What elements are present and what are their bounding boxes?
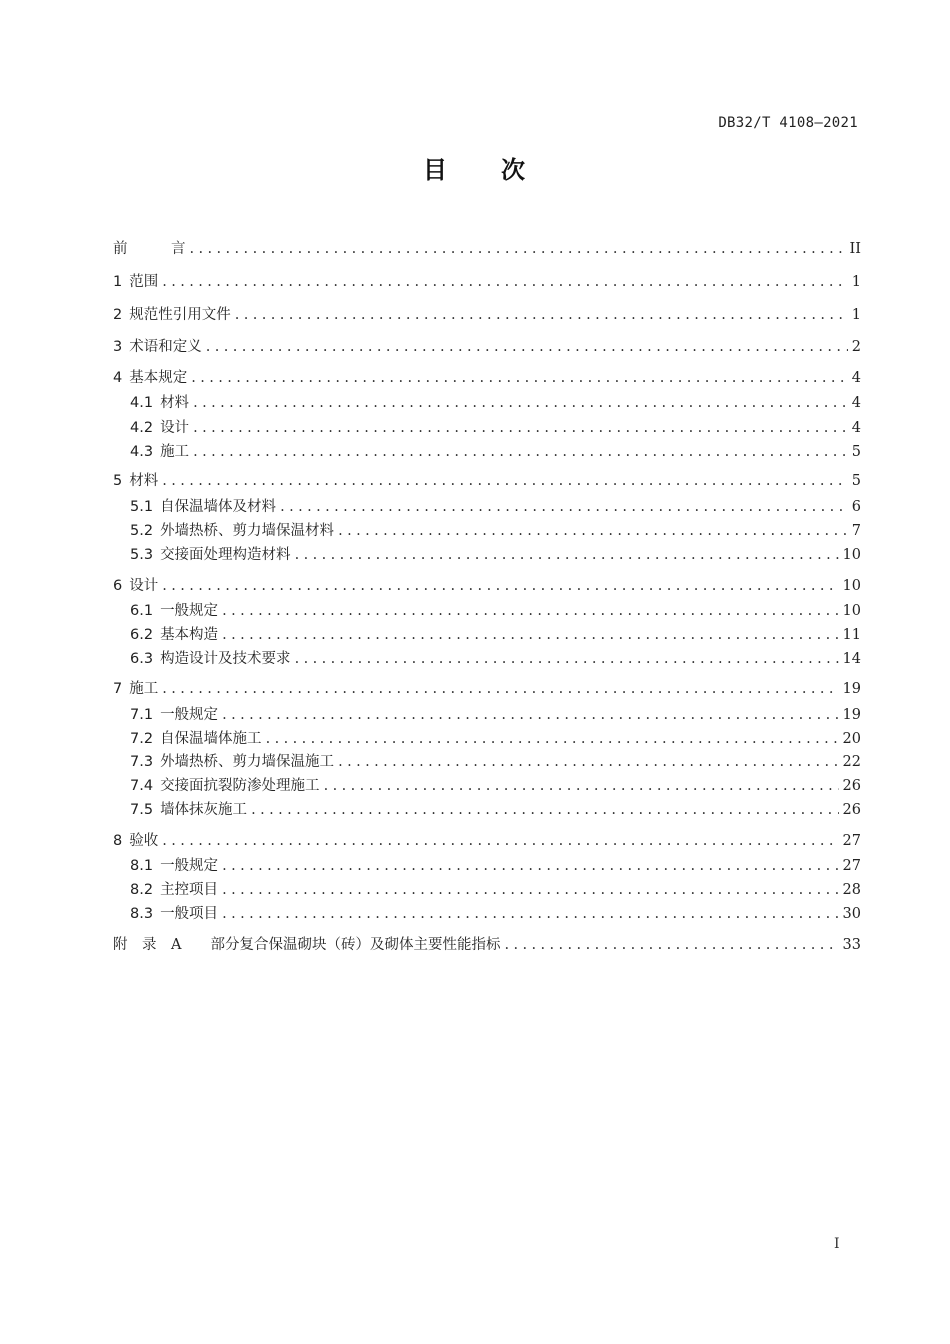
toc-entry-label (113, 575, 158, 597)
toc-entry-number: 7.4 (130, 778, 154, 794)
toc-entry-text: 施工 (129, 681, 159, 697)
toc-entry[interactable] (113, 830, 861, 852)
toc-entry-text: 附 录 A 部分复合保温砌块（砖）及砌体主要性能指标 (113, 937, 501, 953)
toc-entry[interactable] (113, 678, 861, 700)
toc-entry-text: 范围 (129, 274, 159, 290)
toc-entry-text: 一般项目 (160, 906, 219, 922)
toc-entry-number: 5.2 (130, 523, 154, 539)
toc-entry-number: 4.1 (130, 395, 154, 411)
toc-leader-dots (222, 704, 838, 726)
toc-entry-number: 7.5 (130, 802, 154, 818)
toc-leader-dots (193, 441, 848, 463)
toc-entry[interactable] (113, 417, 861, 439)
toc-entry[interactable] (113, 728, 861, 750)
toc-entry-label (113, 271, 158, 293)
toc-entry-text: 一般规定 (160, 707, 219, 723)
toc-leader-dots (193, 392, 848, 414)
toc-entry-number: 4.3 (130, 444, 154, 460)
toc-entry-label (113, 855, 218, 877)
toc-entry-number: 7.2 (130, 731, 154, 747)
toc-entry-page: 22 (842, 754, 861, 770)
toc-leader-dots (222, 624, 838, 646)
toc-entry[interactable] (113, 392, 861, 414)
toc-entry-text: 一般规定 (160, 603, 219, 619)
toc-entry-label (113, 417, 189, 439)
toc-entry-page: 5 (851, 444, 861, 460)
toc-entry-label (113, 520, 334, 542)
toc-entry-text: 基本构造 (160, 627, 219, 643)
toc-entry[interactable] (113, 903, 861, 925)
toc-entry-page: 5 (851, 473, 861, 489)
toc-entry-text: 设计 (160, 420, 190, 436)
toc-entry-page: 1 (851, 307, 861, 323)
toc-entry-page: 4 (851, 395, 861, 411)
toc-leader-dots (338, 520, 848, 542)
toc-entry-label (113, 367, 187, 389)
toc-entry[interactable] (113, 648, 861, 670)
toc-entry[interactable] (113, 367, 861, 389)
toc-entry-label (113, 238, 186, 260)
toc-entry-label (113, 751, 334, 773)
toc-entry-text: 施工 (160, 444, 190, 460)
toc-entry[interactable] (113, 441, 861, 463)
toc-entry-label (113, 830, 158, 852)
toc-entry-text: 墙体抹灰施工 (160, 802, 248, 818)
document-code: DB32/T 4108—2021 (718, 115, 858, 131)
toc-entry-text: 术语和定义 (129, 339, 202, 355)
toc-entry-number: 7 (113, 681, 123, 697)
toc-leader-dots (324, 775, 839, 797)
toc-entry-page: 27 (842, 833, 861, 849)
toc-entry-text: 验收 (129, 833, 159, 849)
page-number: I (834, 1236, 840, 1252)
toc-entry-number: 7.1 (130, 707, 154, 723)
toc-entry-number: 8.1 (130, 858, 154, 874)
toc-entry-number: 6 (113, 578, 123, 594)
toc-entry-page: 4 (851, 420, 861, 436)
toc-entry-label (113, 392, 189, 414)
toc-entry-page: 19 (842, 681, 861, 697)
toc-leader-dots (235, 304, 848, 326)
toc-entry-label (113, 470, 158, 492)
toc-entry-number: 8 (113, 833, 123, 849)
toc-entry-number: 5.3 (130, 547, 154, 563)
toc-entry-number: 5.1 (130, 499, 154, 515)
toc-entry[interactable] (113, 304, 861, 326)
toc-entry[interactable] (113, 470, 861, 492)
toc-leader-dots (162, 678, 838, 700)
toc-entry[interactable] (113, 799, 861, 821)
toc-entry-label (113, 336, 202, 358)
toc-entry-label (113, 934, 500, 956)
toc-entry-label (113, 775, 320, 797)
toc-leader-dots (193, 417, 848, 439)
toc-entry[interactable] (113, 751, 861, 773)
toc-entry-text: 前 言 (113, 241, 186, 257)
toc-entry-page: 6 (851, 499, 861, 515)
toc-entry-label (113, 496, 276, 518)
toc-entry-page: 10 (842, 547, 861, 563)
toc-entry-text: 自保温墙体施工 (160, 731, 262, 747)
toc-entry-text: 外墙热桥、剪力墙保温材料 (160, 523, 335, 539)
toc-entry-page: 20 (842, 731, 861, 747)
toc-entry-page: 26 (842, 778, 861, 794)
toc-entry-text: 交接面处理构造材料 (160, 547, 291, 563)
toc-entry-text: 设计 (129, 578, 159, 594)
toc-entry-number: 8.2 (130, 882, 154, 898)
toc-leader-dots (190, 238, 846, 260)
toc-leader-dots (295, 648, 839, 670)
toc-leader-dots (162, 830, 838, 852)
toc-entry-text: 自保温墙体及材料 (160, 499, 277, 515)
toc-entry-number: 8.3 (130, 906, 154, 922)
toc-entry-label (113, 678, 158, 700)
toc-entry-page: II (849, 241, 861, 257)
toc-leader-dots (162, 271, 848, 293)
toc-entry-label (113, 879, 218, 901)
toc-entry-text: 规范性引用文件 (129, 307, 231, 323)
toc-entry-number: 6.2 (130, 627, 154, 643)
toc-entry-page: 4 (851, 370, 861, 386)
toc-entry-number: 3 (113, 339, 123, 355)
toc-title: 目 次 (423, 156, 527, 184)
toc-entry[interactable] (113, 496, 861, 518)
toc-entry[interactable] (113, 575, 861, 597)
toc-leader-dots (222, 600, 838, 622)
toc-entry[interactable] (113, 336, 861, 358)
toc-entry[interactable] (113, 775, 861, 797)
toc-entry[interactable] (113, 624, 861, 646)
toc-entry-page: 27 (842, 858, 861, 874)
toc-entry-text: 基本规定 (129, 370, 188, 386)
toc-leader-dots (222, 903, 838, 925)
toc-entry-number: 6.3 (130, 651, 154, 667)
toc-entry-text: 一般规定 (160, 858, 219, 874)
toc-leader-dots (295, 544, 839, 566)
toc-leader-dots (206, 336, 848, 358)
toc-entry-number: 1 (113, 274, 123, 290)
toc-entry-page: 1 (851, 274, 861, 290)
toc-entry-label (113, 728, 262, 750)
toc-entry-page: 26 (842, 802, 861, 818)
toc-entry-page: 30 (842, 906, 861, 922)
toc-entry-label (113, 600, 218, 622)
toc-entry-page: 2 (851, 339, 861, 355)
toc-leader-dots (251, 799, 838, 821)
toc-entry-text: 构造设计及技术要求 (160, 651, 291, 667)
toc-entry-page: 19 (842, 707, 861, 723)
toc-entry-number: 5 (113, 473, 123, 489)
toc-entry-number: 4.2 (130, 420, 154, 436)
toc-leader-dots (338, 751, 838, 773)
toc-leader-dots (266, 728, 839, 750)
toc-leader-dots (222, 879, 838, 901)
toc-entry-number: 4 (113, 370, 123, 386)
toc-entry[interactable] (113, 520, 861, 542)
toc-entry-label (113, 903, 218, 925)
toc-entry[interactable] (113, 271, 861, 293)
toc-entry-page: 28 (842, 882, 861, 898)
toc-entry[interactable] (113, 934, 861, 956)
toc-entry-page: 10 (842, 603, 861, 619)
toc-entry[interactable] (113, 855, 861, 877)
toc-entry-number: 6.1 (130, 603, 154, 619)
toc-entry-page: 11 (842, 627, 861, 643)
toc-leader-dots (162, 575, 838, 597)
toc-entry[interactable] (113, 879, 861, 901)
toc-leader-dots (191, 367, 848, 389)
toc-entry-label (113, 624, 218, 646)
toc-entry[interactable] (113, 544, 861, 566)
toc-entry-text: 外墙热桥、剪力墙保温施工 (160, 754, 335, 770)
toc-entry-text: 材料 (160, 395, 190, 411)
toc-entry-label (113, 304, 231, 326)
toc-entry-page: 33 (842, 937, 861, 953)
toc-leader-dots (222, 855, 838, 877)
toc-entry[interactable] (113, 600, 861, 622)
toc-leader-dots (504, 934, 838, 956)
toc-entry-label (113, 799, 247, 821)
toc-entry-text: 主控项目 (160, 882, 219, 898)
toc-entry-label (113, 441, 189, 463)
toc-entry-text: 材料 (129, 473, 159, 489)
toc-entry-text: 交接面抗裂防渗处理施工 (160, 778, 320, 794)
toc-entry-page: 10 (842, 578, 861, 594)
toc-entry-label (113, 648, 291, 670)
toc-entry[interactable] (113, 704, 861, 726)
toc-entry-number: 7.3 (130, 754, 154, 770)
toc-entry-page: 7 (851, 523, 861, 539)
toc-entry-label (113, 704, 218, 726)
toc-leader-dots (162, 470, 848, 492)
toc-entry-page: 14 (842, 651, 861, 667)
toc-entry[interactable] (113, 238, 861, 260)
toc-leader-dots (280, 496, 848, 518)
toc-entry-number: 2 (113, 307, 123, 323)
toc-entry-label (113, 544, 291, 566)
